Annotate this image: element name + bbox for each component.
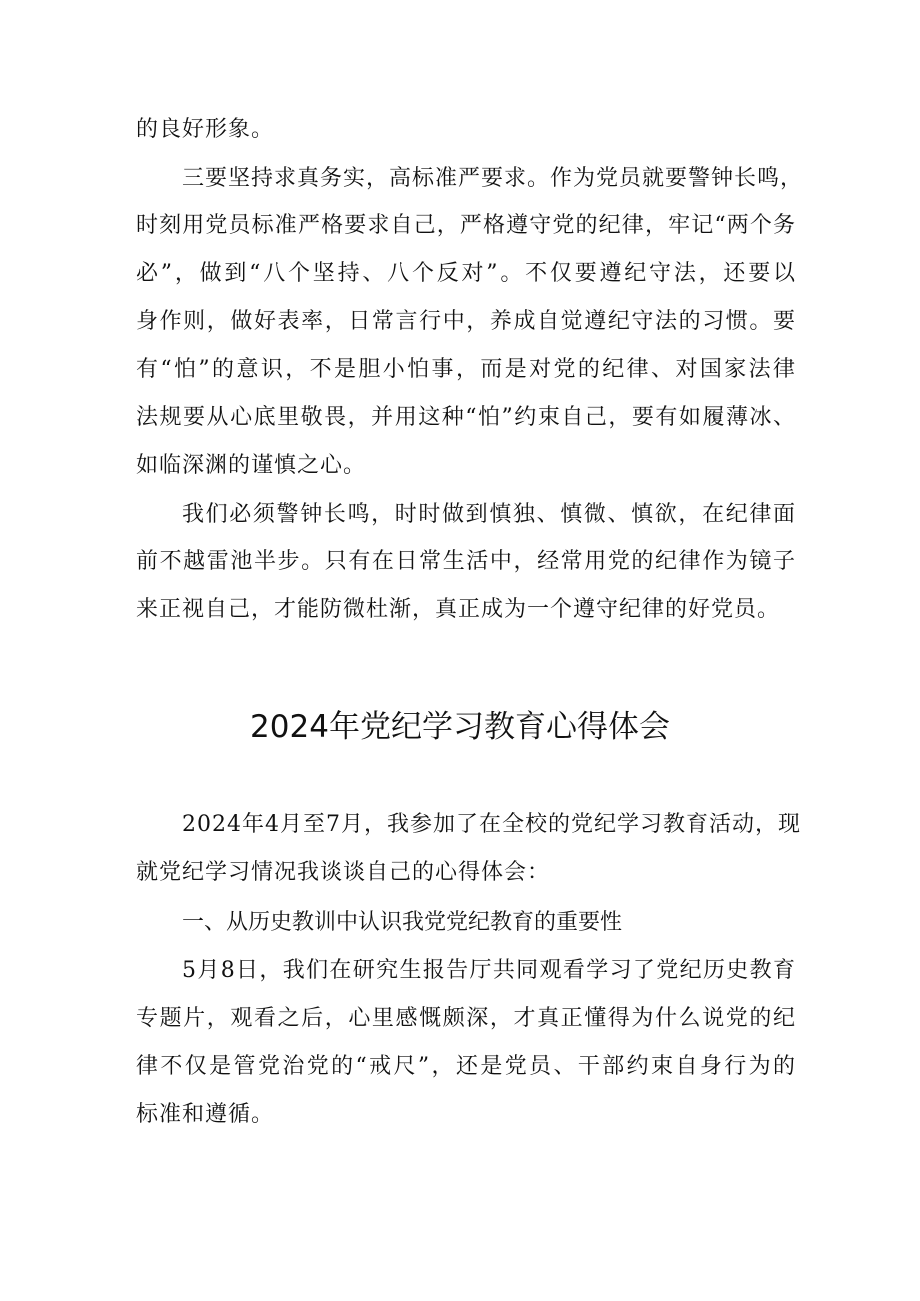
paragraph-1-line-1: 的良好形象。 — [136, 117, 275, 142]
paragraph-2-line-2: 时刻用党员标准严格要求自己，严格遵守党的纪律，牢记“两个务 — [136, 213, 796, 238]
paragraph-2-line-3: 必”，做到“八个坚持、八个反对”。不仅要遵纪守法，还要以 — [136, 261, 796, 286]
paragraph-4-line-2: 就党纪学习情况我谈谈自己的心得体会： — [136, 860, 551, 885]
paragraph-5-line-3: 律不仅是管党治党的“戒尺”，还是党员、干部约束自身行为的 — [136, 1054, 796, 1079]
paragraph-4-line-1: 2024年4月至7月，我参加了在全校的党纪学习教育活动，现 — [182, 812, 801, 837]
paragraph-5-line-1: 5月8日，我们在研究生报告厅共同观看学习了党纪历史教育 — [182, 958, 796, 983]
paragraph-2-line-1: 三要坚持求真务实，高标准严要求。作为党员就要警钟长鸣， — [182, 166, 804, 191]
paragraph-3-line-1: 我们必须警钟长鸣，时时做到慎独、慎微、慎欲，在纪律面 — [182, 502, 796, 527]
paragraph-3-line-2: 前不越雷池半步。只有在日常生活中，经常用党的纪律作为镜子 — [136, 549, 796, 574]
paragraph-3-line-3: 来正视自己，才能防微杜渐，真正成为一个遵守纪律的好党员。 — [136, 597, 781, 622]
article-title: 2024年党纪学习教育心得体会 — [250, 709, 670, 745]
paragraph-5-line-2: 专题片，观看之后，心里感慨颇深，才真正懂得为什么说党的纪 — [136, 1006, 796, 1031]
paragraph-2-line-5: 有“怕”的意识，不是胆小怕事，而是对党的纪律、对国家法律 — [136, 357, 796, 382]
section-heading: 一、从历史教训中认识我党党纪教育的重要性 — [182, 910, 623, 935]
paragraph-2-line-4: 身作则，做好表率，日常言行中，养成自觉遵纪守法的习惯。要 — [136, 309, 796, 334]
paragraph-5-line-4: 标准和遵循。 — [136, 1102, 275, 1127]
paragraph-2-line-6: 法规要从心底里敬畏，并用这种“怕”约束自己，要有如履薄冰、 — [136, 405, 796, 430]
paragraph-2-line-7: 如临深渊的谨慎之心。 — [136, 453, 367, 478]
